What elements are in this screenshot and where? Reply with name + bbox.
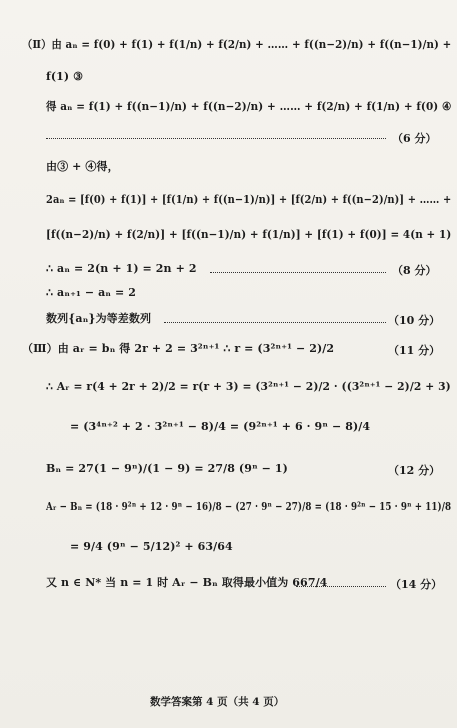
line-add-3-4: 由③ + ④得， [46, 160, 119, 173]
line-Bn: Bₙ = 27(1 − 9ⁿ)/(1 − 9) = 27/8 (9ⁿ − 1) [46, 462, 288, 475]
line-minimum: 又 n ∈ N* 当 n = 1 时 Aᵣ − Bₙ 取得最小值为 667/4 [46, 576, 328, 589]
line-an: ∴ aₙ = 2(n + 1) = 2n + 2 [46, 262, 197, 275]
line-diff: ∴ aₙ₊₁ − aₙ = 2 [46, 286, 137, 299]
leader-dots [164, 322, 386, 323]
line-arith-seq: 数列{aₙ}为等差数列 [46, 312, 152, 325]
line-2an-cont: [f((n−2)/n) + f(2/n)] + [f((n−1)/n) + f(1/n)] + [f(1) + f(0)] = 4(n + 1) [46, 228, 452, 241]
leader-dots [210, 272, 386, 273]
line-part3-start: （Ⅲ）由 aᵣ = bₙ 得 2r + 2 = 3²ⁿ⁺¹ ∴ r = (3²ⁿ⁺¹ − 2)/2 [22, 342, 335, 355]
score-11: （11 分） [388, 344, 441, 357]
line-Ar: ∴ Aᵣ = r(4 + 2r + 2)/2 = r(r + 3) = (3²ⁿ⁺¹ − 2)/2 · ((3²ⁿ⁺¹ − 2)/2 + 3) [46, 380, 451, 393]
line-2an: 2aₙ = [f(0) + f(1)] + [f(1/n) + f((n−1)/n)] + [f(2/n) + f((n−2)/n)] + …… + [46, 193, 452, 206]
page-footer: 数学答案第 4 页（共 4 页） [150, 696, 285, 708]
line-Ar-simplified: = (3⁴ⁿ⁺² + 2 · 3²ⁿ⁺¹ − 8)/4 = (9²ⁿ⁺¹ + 6 · 9ⁿ − 8)/4 [70, 420, 371, 433]
score-8: （8 分） [392, 264, 437, 277]
leader-dots [46, 138, 386, 139]
line-square-form: = 9/4 (9ⁿ − 5/12)² + 63/64 [70, 540, 233, 553]
score-12: （12 分） [388, 464, 441, 477]
score-6: （6 分） [392, 132, 437, 145]
line-part2-start: （Ⅱ）由 aₙ = f(0) + f(1) + f(1/n) + f(2/n) + …… + f((n−2)/n) + f((n−1)/n) + [22, 38, 452, 51]
line-Ar-minus-Bn: Aᵣ − Bₙ = (18 · 9²ⁿ + 12 · 9ⁿ − 16)/8 − (27 · 9ⁿ − 27)/8 = (18 · 9²ⁿ − 15 · 9ⁿ + 11)/8 [46, 500, 452, 513]
leader-dots [296, 586, 386, 587]
line-reversed-sum: 得 aₙ = f(1) + f((n−1)/n) + f((n−2)/n) + …… + f(2/n) + f(1/n) + f(0) ④ [46, 100, 452, 113]
score-14: （14 分） [390, 578, 443, 591]
line-f1-label3: f(1) ③ [46, 70, 84, 83]
score-10: （10 分） [388, 314, 441, 327]
